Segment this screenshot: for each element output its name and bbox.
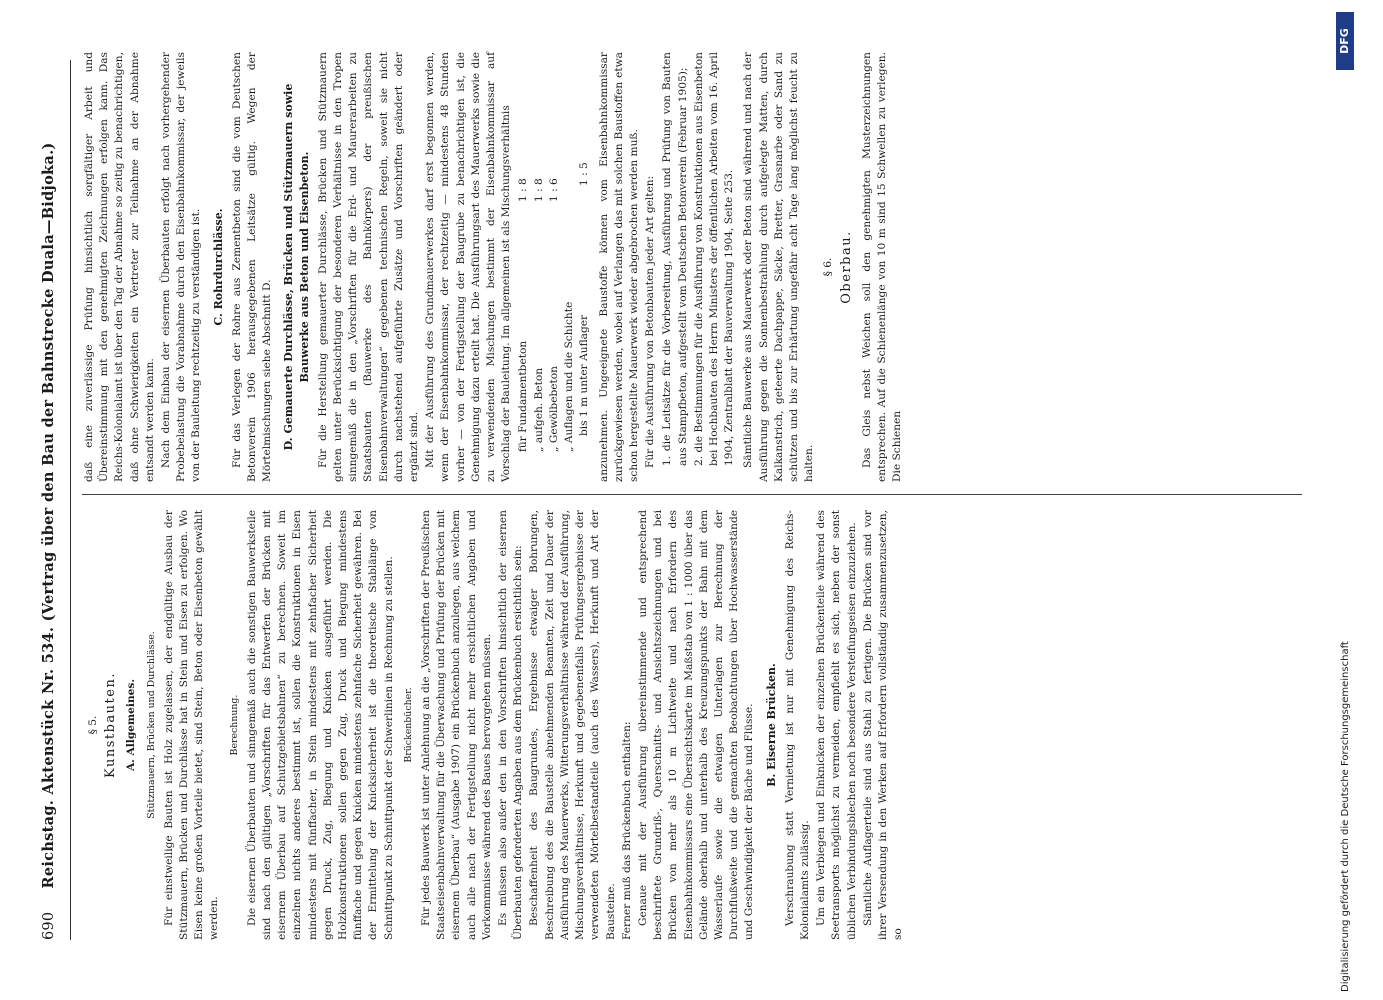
paragraph: Für die Ausführung von Betonbauten jeder Art gelten: bbox=[644, 175, 657, 468]
page-number: 690 bbox=[41, 911, 57, 940]
column-divider bbox=[82, 494, 1302, 495]
paragraph: Mit der Ausführung des Grundmauerwerkes darf erst begonnen werden, wenn der Eisenbahnkommissar, der rechtzeitig — mindestens 48 Stunden vorher — von der Fertigstellung der Baugrube zu benachrichtigen ist, die Genehmigung dazu erteilt hat. Die Ausführungsart des Mauerwerks sowie die zu verwendenden Mischungen bestimmt der Eisenbahnkommissar auf Vorschlag der Bauleitung. Im allgemeinen ist als Mischungsverhältnis bbox=[424, 52, 513, 482]
header-rule bbox=[70, 60, 71, 940]
numbered-list bbox=[660, 52, 737, 482]
mix-row: „ Auflagen und die Schichte bbox=[563, 301, 576, 452]
paragraph: Für jedes Bauwerk ist unter Anlehnung an die „Vorschriften der Preußischen Staatseisenbahnverwaltung für die Überwachung und Prüfung der Brücken mit eisernem Überbau“ (Ausgabe 1907) ein Brückenbuch anzulegen, aus welchem auch alle nach der Fertigstellung nicht mehr ersichtlichen Angaben und Vorkommnisse während des Baues hervorgehen müssen. bbox=[420, 510, 493, 940]
section-6-title: Oberbau. bbox=[838, 230, 854, 304]
list-item: 1. die Leitsätze für die Vorbereitung, Ausführung und Prüfung von Bauten aus Stampfbeton, aufgestellt vom Deutschen Betonverein (Februar 1905); bbox=[661, 52, 689, 466]
list-item: 2. die Bestimmungen für die Ausführung von Konstruktionen aus Eisenbeton bei Hochbauten des Herrn Ministers der öffentlichen Arbeiten vom 16. April 1904, Zentralblatt der Bauverwaltung 1904, Seite 253. bbox=[692, 52, 736, 466]
left-column bbox=[82, 510, 907, 940]
running-title: Reichstag. Aktenstück Nr. 534. (Vertrag über den Bau der Bahnstrecke Duala—Bidjoka.) bbox=[40, 142, 57, 889]
paragraph: Es müssen also außer den in den Vorschriften hinsichtlich der eisernen Überbauten geforderten Angaben aus dem Brückenbuch ersichtlich sein: bbox=[497, 510, 525, 940]
paragraph: Die eisernen Überbauten und sinngemäß auch die sonstigen Bauwerksteile sind nach den gültigen „Vorschriften für das Entwerfen der Brücken mit eisernem Überbau auf Schutzgebietsbahnen“ zu berechnen. Soweit im einzelnen nichts anderes bestimmt ist, sollen die Konstruktionen in Eisen mindestens mit fünffacher, in Stein mindestens mit zehnfacher Sicherheit gegen Druck, Zug, Biegung und Knicken ausgeführt werden. Die Holzkonstruktionen sollen gegen Zug, Druck und Biegung mindestens fünffache und gegen Knicken mindestens zehnfache Sicherheit gewähren. Bei der Ermittelung der Knicksicherheit ist die theoretische Stablänge von Schnittpunkt zu Schnittpunkt der Schwerlinien in Rechnung zu stellen. bbox=[245, 510, 395, 940]
paragraph: Nach dem Einbau der eisernen Überbauten erfolgt nach vorhergehender Probebelastung die Vorabnahme durch den Eisenbahnkommissar, der jeweils von der Bauleitung rechtzeitig zu verständigen ist. bbox=[160, 52, 203, 482]
paragraph: daß eine zuverlässige Prüfung hinsichtlich sorgfältiger Arbeit und Übereinstimmung mit den genehmigten Zeichnungen erfolgen kann. Das Reichs-Kolonialamt ist über den Tag der Abnahme so zeitig zu benachrichtigen, daß ohne Schwierigkeiten ein Vertreter zur Teilnahme an der Abnahme entsandt werden kann. bbox=[83, 52, 156, 482]
paragraph: Für die Herstellung gemauerter Durchlässe, Brücken und Stützmauern gelten unter Berücksichtigung der besonderen Verhältnisse in den Tropen sinngemäß die in den „Vorschriften für die Erd- und Maurerarbeiten zu Staatsbauten (Bauwerke des Bahnkörpers) der preußischen Eisenbahnverwaltungen“ gegebenen technischen Regeln, soweit sie nicht durch nachstehend aufgeführte Zusätze und Vorschriften geändert oder ergänzt sind. bbox=[316, 52, 421, 482]
paragraph: Für das Verlegen der Rohre aus Zementbeton sind die vom Deutschen Betonverein 1906 herausgegebenen Leitsätze gültig. Wegen der Mörtelmischungen siehe Abschnitt D. bbox=[230, 52, 274, 482]
mix-row: für Fundamentbeton 1 : 8 bbox=[517, 178, 530, 452]
subsection-b-heading: B. Eiserne Brücken. bbox=[764, 663, 778, 787]
document-page bbox=[40, 52, 1320, 940]
paragraph: Verschraubung statt Vernietung ist nur mit Genehmigung des Reichs-Kolonialamts zulässig. bbox=[783, 510, 811, 940]
mix-row: „ aufgeh. Beton 1 : 8 bbox=[532, 178, 545, 452]
paragraph: Beschaffenheit des Baugrundes, Ergebnisse etwaiger Bohrungen, Beschreibung des die Baustelle abnehmenden Beamten, Zeit und Dauer der Ausführung des Mauerwerks, Witterungsverhältnisse während der Ausführung, Mischungsverhältnisse, Herkunft und gegebenenfalls Prüfungsergebnisse der verwendeten Mörtelbestandteile (auch des Wassers), Herkunft und Art der Bausteine. bbox=[528, 510, 617, 940]
subsection-a-note: Stützmauern, Brücken und Durchlässe. bbox=[145, 631, 157, 819]
paragraph: Sämtliche Auflagerteile sind aus Stahl zu fertigen. Die Brücken sind vor ihrer Versendung in den Werken auf Erfordern vollständig zusammenzusetzen, so bbox=[861, 510, 905, 940]
paragraph: Für einstweilige Bauten ist Holz zugelassen, der endgültige Ausbau der Stützmauern, Brücken und Durchlässe hat in Stein und Eisen zu erfolgen. Wo Eisen keine großen Vorteile bietet, sind Stein, Beton oder Eisenbeton gewählt werden. bbox=[162, 510, 221, 940]
running-header bbox=[40, 60, 72, 940]
section-number: § 5. bbox=[87, 715, 99, 735]
section-6-number: § 6. bbox=[822, 257, 835, 277]
mix-row: bis 1 m unter Auflager 1 : 5 bbox=[578, 162, 591, 436]
paragraph: anzunehmen. Ungeeignete Baustoffe können vom Eisenbahnkommissar zurückgewiesen werden, wobei auf Verlangen das mit solchen Baustoffen etwa schon hergestellte Mauerwerk wieder abgebrochen werden muß. bbox=[597, 52, 640, 482]
subsection-a-heading: A. Allgemeines. bbox=[125, 678, 138, 772]
mixing-ratio-table bbox=[516, 52, 592, 452]
subsection-c-heading: C. Rohrdurchlässe. bbox=[211, 208, 225, 326]
paragraph: Ferner muß das Brückenbuch enthalten: bbox=[620, 721, 633, 940]
digitization-credit: Digitalisierung gefördert durch die Deutsche Forschungsgemeinschaft bbox=[1340, 641, 1351, 992]
section-title: Kunstbauten. bbox=[103, 672, 119, 778]
subheading-bridge-books: Brückenbücher. bbox=[402, 687, 414, 763]
right-column bbox=[82, 52, 906, 482]
mix-row: „ Gewölbebeton 1 : 6 bbox=[547, 178, 560, 452]
subsection-d-heading: D. Gemauerte Durchlässe, Brücken und Stützmauern sowie Bauwerke aus Beton und Eisenbeton. bbox=[282, 83, 311, 451]
dfg-logo: DFG bbox=[1336, 12, 1354, 70]
paragraph: Genaue mit der Ausführung übereinstimmende und entsprechend beschriftete Grundriß-, Querschnitts- und Ansichtszeichnungen und bei Brücken von mehr als 10 m Lichtweite und nach Erfordern des Eisenbahnkommissars eine Übersichtskarte im Maßstab von 1 : 1000 über das Gelände oberhalb und unterhalb des Kreuzungspunkts der Bahn mit dem Wasserlaufe sowie die etwaigen Unterlagen zur Berechnung der Durchflußweite und die gemachten Beobachtungen über Hochwasserstände und Geschwindigkeit der Bäche und Flüsse. bbox=[636, 510, 756, 940]
paragraph: Um ein Verbiegen und Einknicken der einzelnen Brückenteile während des Seetransports möglichst zu vermeiden, empfiehlt es sich, neben der sonst üblichen Verbindungsblechen noch besondere Versteifungseisen einzuziehen. bbox=[815, 510, 858, 940]
paragraph: Sämtliche Bauwerke aus Mauerwerk oder Beton sind während und nach der Ausführung gegen die Sonnenbestrahlung durch aufgelegte Matten, durch Kalkanstrich, geteerte Dachpappe, Säcke, Bretter, Grasnarbe oder Sand zu schützen und bis zur Erhärtung ungefähr acht Tage lang möglichst feucht zu halten. bbox=[742, 52, 816, 482]
subheading-calculation: Berechnung. bbox=[228, 694, 240, 756]
paragraph: Das Gleis nebst Weichen soll den genehmigten Musterzeichnungen entsprechen. Auf die Schienenlänge von 10 m sind 15 Schwellen zu verlegen. Die Schienen bbox=[860, 52, 904, 482]
